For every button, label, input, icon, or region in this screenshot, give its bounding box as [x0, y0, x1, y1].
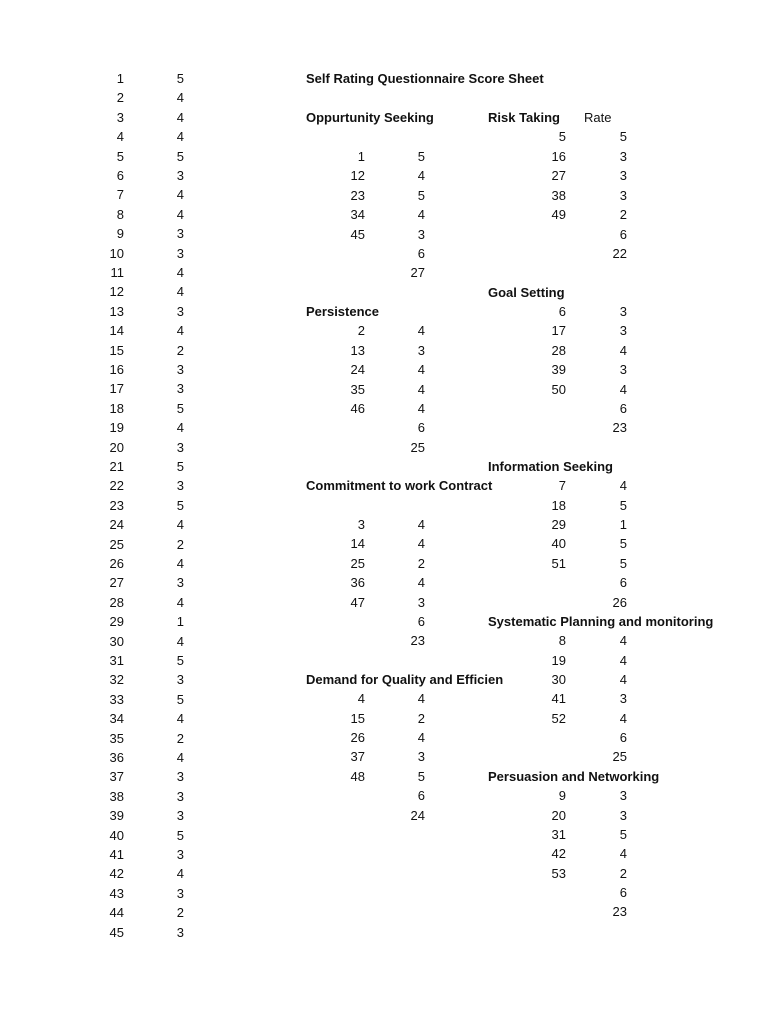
question-number: 21: [109, 459, 124, 474]
question-number: 15: [109, 343, 124, 358]
question-number: 6: [558, 304, 566, 319]
score-value: 4: [176, 207, 184, 222]
question-number: 41: [551, 691, 566, 706]
section-total: 23: [410, 633, 425, 648]
question-number: 11: [110, 265, 124, 280]
question-number: 36: [109, 750, 124, 765]
score-value: 4: [417, 362, 425, 377]
score-value: 3: [619, 808, 627, 823]
question-number: 9: [558, 788, 566, 803]
section-heading: Oppurtunity Seeking: [306, 110, 434, 125]
question-number: 49: [551, 207, 566, 222]
score-value: 4: [619, 478, 627, 493]
score-value: 4: [176, 517, 184, 532]
item-count: 6: [619, 730, 627, 745]
section-total: 27: [410, 265, 425, 280]
question-number: 26: [350, 730, 365, 745]
score-value: 4: [417, 207, 425, 222]
score-value: 4: [176, 90, 184, 105]
score-value: 2: [176, 731, 184, 746]
question-number: 2: [116, 90, 124, 105]
score-value: 3: [176, 925, 184, 940]
question-number: 20: [109, 440, 124, 455]
section-heading: Systematic Planning and monitoring: [488, 614, 714, 629]
score-value: 5: [176, 149, 184, 164]
score-value: 5: [176, 498, 184, 513]
score-value: 5: [176, 459, 184, 474]
question-number: 9: [116, 226, 124, 241]
section-total: 23: [612, 420, 627, 435]
score-value: 3: [619, 691, 627, 706]
question-number: 31: [551, 827, 566, 842]
question-number: 7: [558, 478, 566, 493]
question-number: 32: [109, 672, 124, 687]
score-value: 5: [619, 556, 627, 571]
score-value: 4: [417, 382, 425, 397]
score-value: 5: [176, 692, 184, 707]
question-number: 12: [350, 168, 365, 183]
question-number: 45: [350, 227, 365, 242]
score-value: 3: [176, 847, 184, 862]
question-number: 53: [551, 866, 566, 881]
score-value: 3: [176, 362, 184, 377]
score-value: 3: [176, 886, 184, 901]
score-value: 4: [417, 168, 425, 183]
score-value: 3: [619, 304, 627, 319]
question-number: 29: [551, 517, 566, 532]
question-number: 27: [551, 168, 566, 183]
score-value: 5: [176, 653, 184, 668]
rate-label: Rate: [584, 110, 612, 125]
score-value: 4: [176, 265, 184, 280]
score-value: 5: [417, 149, 425, 164]
question-number: 7: [116, 187, 124, 202]
score-value: 4: [176, 711, 184, 726]
question-number: 4: [116, 129, 124, 144]
question-number: 12: [109, 284, 124, 299]
score-value: 4: [176, 556, 184, 571]
score-value: 4: [176, 187, 184, 202]
question-number: 24: [109, 517, 124, 532]
item-count: 6: [619, 401, 627, 416]
question-number: 13: [109, 304, 124, 319]
score-value: 4: [176, 284, 184, 299]
score-value: 3: [619, 788, 627, 803]
score-value: 3: [619, 323, 627, 338]
score-value: 4: [619, 343, 627, 358]
score-value: 3: [417, 595, 425, 610]
question-number: 10: [109, 246, 124, 261]
score-value: 4: [176, 595, 184, 610]
question-number: 35: [109, 731, 124, 746]
section-heading: Commitment to work Contract: [306, 478, 493, 493]
question-number: 39: [551, 362, 566, 377]
question-number: 47: [350, 595, 365, 610]
score-value: 2: [417, 711, 425, 726]
score-value: 2: [619, 207, 627, 222]
score-value: 3: [176, 575, 184, 590]
score-value: 3: [176, 478, 184, 493]
score-value: 2: [417, 556, 425, 571]
question-number: 40: [109, 828, 124, 843]
section-total: 22: [612, 246, 627, 261]
question-number: 34: [350, 207, 365, 222]
question-number: 18: [551, 498, 566, 513]
question-number: 42: [551, 846, 566, 861]
score-value: 3: [176, 440, 184, 455]
item-count: 6: [417, 788, 425, 803]
score-value: 5: [176, 71, 184, 86]
score-value: 3: [417, 749, 425, 764]
question-number: 19: [551, 653, 566, 668]
score-value: 3: [176, 769, 184, 784]
item-count: 6: [417, 420, 425, 435]
section-heading: Persuasion and Networking: [488, 769, 660, 784]
score-value: 3: [176, 226, 184, 241]
score-value: 5: [176, 828, 184, 843]
score-value: 3: [619, 149, 627, 164]
score-value: 5: [619, 827, 627, 842]
score-value: 3: [417, 227, 425, 242]
score-value: 4: [417, 401, 425, 416]
score-value: 3: [176, 672, 184, 687]
score-value: 3: [176, 304, 184, 319]
score-value: 3: [176, 381, 184, 396]
question-number: 45: [109, 925, 124, 940]
score-value: 4: [417, 575, 425, 590]
question-number: 13: [350, 343, 365, 358]
question-number: 20: [551, 808, 566, 823]
question-number: 48: [350, 769, 365, 784]
item-count: 6: [619, 885, 627, 900]
question-number: 16: [551, 149, 566, 164]
item-count: 6: [619, 227, 627, 242]
question-number: 1: [116, 71, 124, 86]
score-value: 4: [619, 711, 627, 726]
score-value: 3: [176, 168, 184, 183]
question-number: 36: [350, 575, 365, 590]
question-number: 8: [558, 633, 566, 648]
score-value: 3: [619, 168, 627, 183]
score-value: 5: [417, 769, 425, 784]
section-total: 23: [612, 904, 627, 919]
question-number: 14: [109, 323, 124, 338]
score-value: 2: [176, 343, 184, 358]
question-number: 5: [558, 129, 566, 144]
question-number: 40: [551, 536, 566, 551]
score-value: 4: [176, 110, 184, 125]
section-heading: Goal Setting: [488, 285, 565, 300]
question-number: 14: [350, 536, 365, 551]
score-value: 4: [417, 517, 425, 532]
question-number: 28: [109, 595, 124, 610]
score-value: 4: [176, 420, 184, 435]
score-value: 5: [619, 129, 627, 144]
section-heading: Risk Taking: [488, 110, 561, 125]
question-number: 4: [357, 691, 365, 706]
question-number: 26: [109, 556, 124, 571]
section-total: 25: [410, 440, 425, 455]
score-value: 4: [619, 846, 627, 861]
question-number: 24: [350, 362, 365, 377]
question-number: 8: [116, 207, 124, 222]
question-number: 51: [551, 556, 566, 571]
question-number: 2: [357, 323, 365, 338]
section-total: 26: [612, 595, 627, 610]
item-count: 6: [417, 614, 425, 629]
question-number: 39: [109, 808, 124, 823]
score-value: 5: [176, 401, 184, 416]
score-value: 4: [417, 730, 425, 745]
question-number: 33: [109, 692, 124, 707]
score-value: 5: [619, 498, 627, 513]
score-value: 4: [417, 536, 425, 551]
item-count: 6: [619, 575, 627, 590]
question-number: 23: [109, 498, 124, 513]
score-value: 4: [176, 323, 184, 338]
question-number: 5: [116, 149, 124, 164]
question-number: 3: [357, 517, 365, 532]
score-value: 3: [176, 246, 184, 261]
score-value: 4: [176, 129, 184, 144]
question-number: 52: [551, 711, 566, 726]
question-number: 38: [109, 789, 124, 804]
question-number: 17: [109, 381, 124, 396]
score-value: 3: [176, 789, 184, 804]
score-value: 4: [417, 323, 425, 338]
score-value: 4: [619, 653, 627, 668]
question-number: 1: [357, 149, 365, 164]
question-number: 25: [109, 537, 124, 552]
question-number: 16: [109, 362, 124, 377]
score-value: 1: [619, 517, 627, 532]
score-value: 3: [417, 343, 425, 358]
score-value: 1: [176, 614, 184, 629]
score-value: 3: [619, 188, 627, 203]
score-value: 4: [619, 672, 627, 687]
item-count: 6: [417, 246, 425, 261]
question-number: 6: [116, 168, 124, 183]
score-value: 5: [417, 188, 425, 203]
score-value: 4: [417, 691, 425, 706]
question-number: 44: [109, 905, 124, 920]
question-number: 29: [109, 614, 124, 629]
question-number: 23: [350, 188, 365, 203]
question-number: 37: [109, 769, 124, 784]
score-value: 3: [619, 362, 627, 377]
question-number: 22: [109, 478, 124, 493]
question-number: 43: [109, 886, 124, 901]
score-value: 4: [619, 633, 627, 648]
score-value: 2: [176, 905, 184, 920]
question-number: 15: [350, 711, 365, 726]
question-number: 31: [109, 653, 124, 668]
score-value: 4: [176, 634, 184, 649]
question-number: 28: [551, 343, 566, 358]
question-number: 3: [116, 110, 124, 125]
section-heading: Demand for Quality and Efficien: [306, 672, 504, 687]
question-number: 17: [551, 323, 566, 338]
question-number: 35: [350, 382, 365, 397]
question-number: 27: [109, 575, 124, 590]
question-number: 30: [109, 634, 124, 649]
question-number: 34: [109, 711, 124, 726]
section-heading: Information Seeking: [488, 459, 613, 474]
score-value: 4: [176, 750, 184, 765]
section-total: 24: [410, 808, 425, 823]
score-value: 5: [619, 536, 627, 551]
section-heading: Persistence: [306, 304, 379, 319]
question-number: 30: [551, 672, 566, 687]
question-number: 25: [350, 556, 365, 571]
page-title: Self Rating Questionnaire Score Sheet: [306, 71, 544, 86]
question-number: 19: [109, 420, 124, 435]
question-number: 41: [109, 847, 124, 862]
score-value: 4: [176, 866, 184, 881]
question-number: 42: [109, 866, 124, 881]
question-number: 37: [350, 749, 365, 764]
question-number: 50: [551, 382, 566, 397]
question-number: 46: [350, 401, 365, 416]
section-total: 25: [612, 749, 627, 764]
score-value: 4: [619, 382, 627, 397]
score-value: 3: [176, 808, 184, 823]
score-value: 2: [176, 537, 184, 552]
question-number: 38: [551, 188, 566, 203]
question-number: 18: [109, 401, 124, 416]
score-value: 2: [619, 866, 627, 881]
